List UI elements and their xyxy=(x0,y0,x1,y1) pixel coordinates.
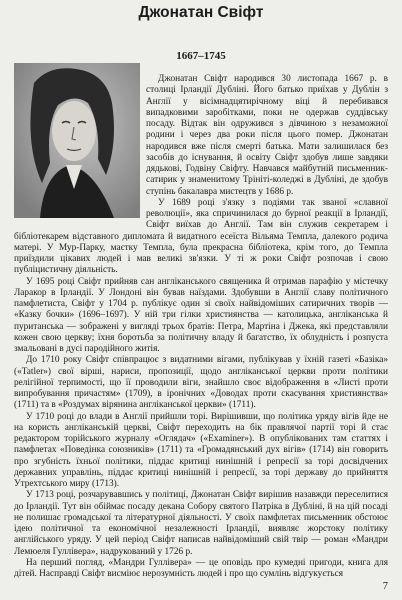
page-title: Джонатан Свіфт xyxy=(138,4,264,21)
paragraph: Джонатан Свіфт народився 30 листопада 1667 р. в столиці Ірландії Дубліні. Його батько приїхав у Дублін з Англії у вісімнадцятирічному віці й перебивався випадковими заробітками, поки не одержав суддівську посаду. Відтак він одружився з дівчиною з незаможної родини і через два роки після цього помер. Джонатан народився вже після смерті батька. Мати залишилася без засобів до існування, й освіту Свіфт здобув лише завдяки дядькові, Годвіну Свіфту. Навчався майбутній письменник-сатирик у знаменитому Трініті-коледжі в Дубліні, де здобув ступінь бакалавра мистецтв у 1686 р. xyxy=(146,74,388,197)
article-body xyxy=(14,74,388,584)
paragraph: У 1695 році Свіфт прийняв сан англіканського священика й отримав парафію у містечку Ларакор в Ірландії. У Лондоні він бував наїздами. Здобувши в Англії славу політичного памфлетиста, Свіфт у 1704 р. публікує один зі своїх найвідоміших сатиричних творів — «Казку бочки» (1696–1697). У ній три гілки християнства — католицька, англіканська й пуританська — зображені у вигляді трьох братів: Петра, Мартіна і Джека, які представляли кожен свою церкву; їхня боротьба за політичну владу й багатство, їх облудність і розпуста змальовані в дусі пародійного житія. xyxy=(14,276,388,354)
portrait-text-wrap xyxy=(14,74,146,224)
paragraph: У 1689 році з'язку з подіями так званої «славної революції», яка спричинилася до бурної реакції в Ірландії, Свіфт виїхав до Англії. Там він служив секретарем і бібліотекарем відставного дипломата й видатного есеїста Вільяма Темпла, далекого родича матері. У Мур-Парку, маєтку Темпла, була прекрасна бібліотека, крім того, до Темпла приїздили цікавих людей і мав великі зв'язки. У ті ж роки Свіфт розпочав і свою публіцистичну діяльність. xyxy=(14,197,388,276)
paragraph: До 1710 року Свіфт співпрацює з видатними вігами, публікував у їхній газеті «Базіка» («Tatler») свої вірші, нариси, пропозиції, щодо англіканської церкви проти політики релігійної терпимості, що її проводили віги, знайшло своє відображення в «Листі проти випробування причастям» (1709), в іронічних «Доводах проти скасування християнства» (1711) та в «Роздумах вірянина англіканської церкви» (1711). xyxy=(14,355,388,411)
paragraph: На перший погляд, «Мандри Гуллівера» — це оповідь про кумедні пригоди, книга для дітей. Насправді Свіфт висміює нерозумність людей і про що сумлінь відгукується xyxy=(14,557,388,579)
paragraph: У 1713 році, розчарувавшись у політиці, Джонатан Свіфт вирішив назавжди переселитися до Ірландії. Тут він обіймає посаду декана Собору святого Патріка в Дубліні, й на цій посаді не полишає громадської та літературної діяльності. У своїх памфлетах письменник обстоює ідею політичної та економічної незалежності Ірландії, виявляє жорстоку політику англійського уряду. У цей період Свіфт написав найвідоміший свій твір — роман «Мандри Лемюеля Гуллівера», надрукований у 1726 р. xyxy=(14,490,388,557)
paragraph: У 1710 році до влади в Англії прийшли торі. Вирішивши, що політика уряду вігів йде не на користь англіканській церкві, Свіфт переходить на бік правлячої партії торі й стає редактором торійського журналу «Оглядач» («Examiner»). В опублікованих там статтях і памфлетах «Поведінка союзників» (1711) та «Громадянський дух вігів» (1714) він говорить про згубність їхньої політики, піддає критиці нинішній і репресії за торі досвідчених державних управлінь, піддає критиці нинішній і репресії, за торі державу до прийняття Утрехтського миру (1713). xyxy=(14,411,388,489)
page-number: 7 xyxy=(382,581,388,592)
life-years: 1667–1745 xyxy=(176,50,226,62)
